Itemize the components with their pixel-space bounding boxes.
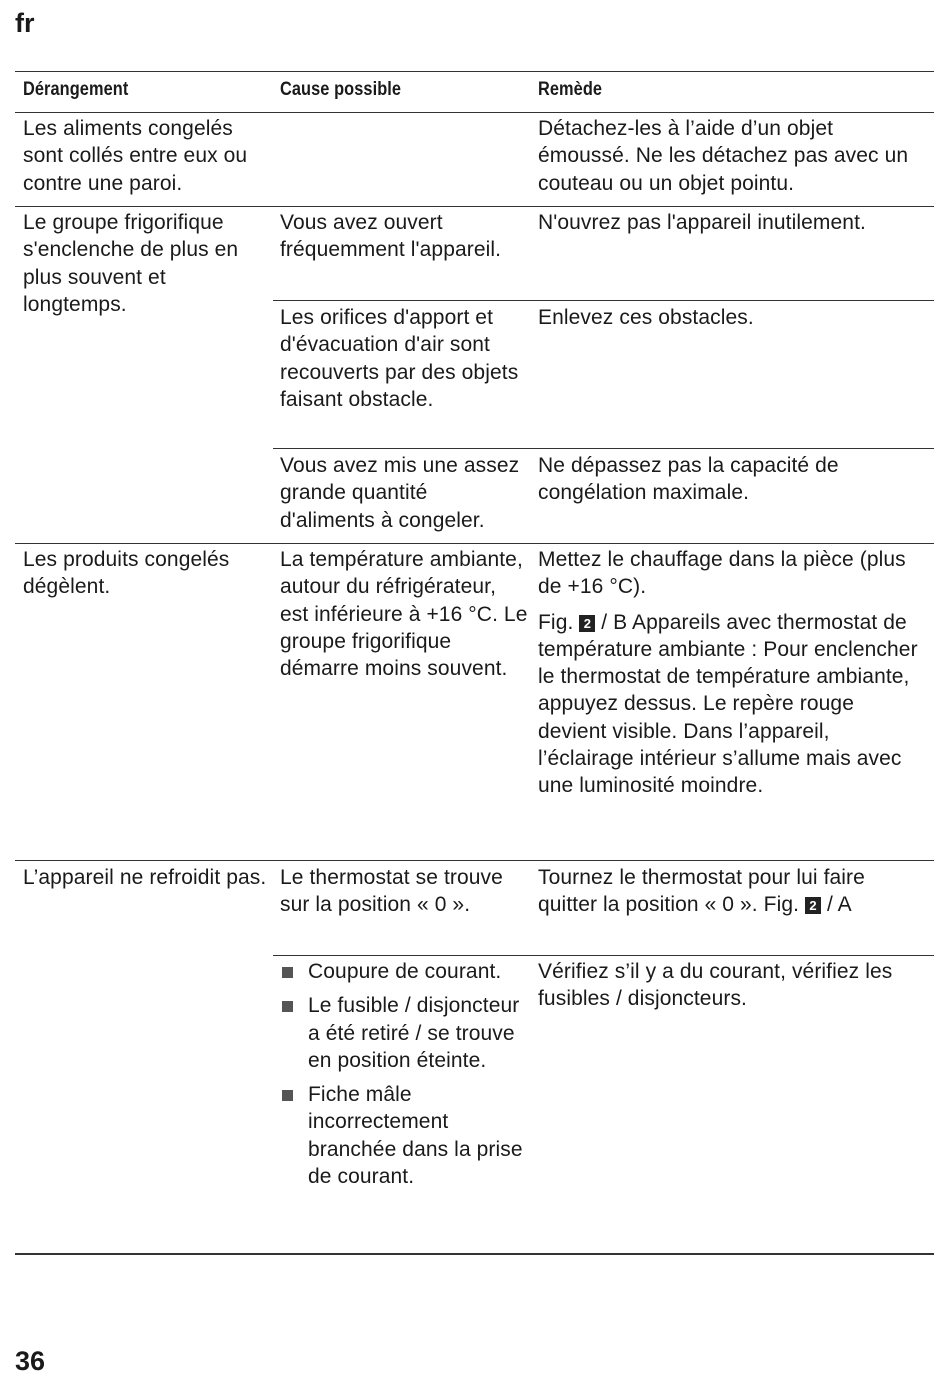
square-bullet-icon bbox=[282, 1090, 293, 1101]
bullet-item: Fiche mâle incorrectement branchée dans la prise de courant. bbox=[280, 1081, 528, 1190]
row4b-cause bbox=[280, 958, 528, 1190]
column-header-cause: Cause possible bbox=[280, 79, 402, 100]
row3-cause: La température ambiante, autour du réfrigérateur, est inférieure à +16 °C. Le groupe frigorifique démarre moins souvent. bbox=[280, 548, 528, 681]
row2a-remedy: N'ouvrez pas l'appareil inutilement. bbox=[538, 211, 866, 234]
row4a-cause: Le thermostat se trouve sur la position « 0 ». bbox=[280, 866, 503, 917]
subrow-divider bbox=[273, 300, 934, 301]
row4b-remedy: Vérifiez s’il y a du courant, vérifiez les fusibles / disjoncteurs. bbox=[538, 960, 893, 1011]
row2a-cause: Vous avez ouvert fréquemment l'appareil. bbox=[280, 211, 502, 262]
language-tag: fr bbox=[15, 8, 35, 38]
row1-remedy: Détachez-les à l’aide d’un objet émoussé. Ne les détachez pas avec un couteau ou un objet pointu. bbox=[538, 117, 909, 195]
row3-remedy bbox=[538, 546, 928, 800]
row-divider bbox=[15, 206, 934, 207]
bullet-item: Le fusible / disjoncteur a été retiré / se trouve en position éteinte. bbox=[280, 992, 528, 1074]
row3-remedy-p2 bbox=[538, 609, 928, 800]
fig-prefix: Fig. bbox=[538, 610, 574, 634]
row2b-cause: Les orifices d'apport et d'évacuation d'air sont recouverts par des objets faisant obstacle. bbox=[280, 306, 519, 411]
row3-remedy-p2-text: / B Appareils avec thermostat de température ambiante : Pour enclencher le thermostat de température ambiante, appuyez dessus. Le repère rouge devient visible. Dans l’appareil, l’éclairage intérieur s’allume mais avec une luminosité moindre. bbox=[538, 610, 918, 798]
row4-problem: L’appareil ne refroidit pas. bbox=[23, 866, 267, 889]
row2c-remedy: Ne dépassez pas la capacité de congélation maximale. bbox=[538, 454, 839, 505]
column-header-problem: Dérangement bbox=[23, 79, 129, 100]
row2b-remedy: Enlevez ces obstacles. bbox=[538, 306, 754, 329]
row3-remedy-p1: Mettez le chauffage dans la pièce (plus de +16 °C). bbox=[538, 548, 906, 599]
row-divider bbox=[15, 543, 934, 544]
row1-problem: Les aliments congelés sont collés entre eux ou contre une paroi. bbox=[23, 117, 248, 195]
bullet-item: Coupure de courant. bbox=[280, 958, 528, 985]
table-top-rule bbox=[15, 71, 934, 72]
table-bottom-rule bbox=[15, 1253, 934, 1255]
square-bullet-icon bbox=[282, 1001, 293, 1012]
page-number: 36 bbox=[15, 1346, 46, 1376]
row3-problem: Les produits congelés dégèlent. bbox=[23, 548, 230, 599]
row4a-remedy bbox=[538, 864, 928, 919]
row4a-remedy-suffix: / A bbox=[826, 893, 852, 917]
subrow-divider bbox=[273, 448, 934, 449]
square-bullet-icon bbox=[282, 967, 293, 978]
row4a-remedy-text: Tournez le thermostat pour lui faire quitter la position « 0 ». Fig. bbox=[538, 866, 865, 917]
cause-bullet-list bbox=[280, 958, 528, 1190]
subrow-divider bbox=[273, 955, 934, 956]
row-divider bbox=[15, 860, 934, 861]
figure-number-badge: 2 bbox=[579, 615, 595, 632]
column-header-remedy: Remède bbox=[538, 79, 603, 100]
row2-problem: Le groupe frigorifique s'enclenche de plus en plus souvent et longtemps. bbox=[23, 211, 239, 316]
row2c-cause: Vous avez mis une assez grande quantité d'aliments à congeler. bbox=[280, 454, 520, 532]
header-rule bbox=[15, 112, 934, 113]
figure-number-badge: 2 bbox=[805, 897, 821, 914]
